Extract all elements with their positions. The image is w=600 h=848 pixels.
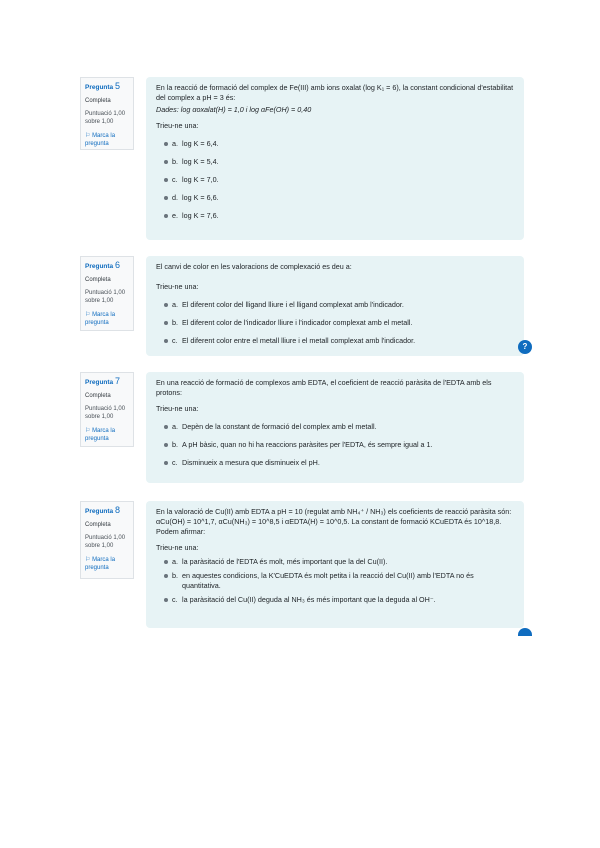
question-text: En una reacció de formació de complexos amb EDTA, el coeficient de reacció paràsita de l'EDTA amb els protons: bbox=[156, 378, 492, 397]
question-grade: Puntuació 1,00 sobre 1,00 bbox=[85, 406, 126, 420]
question-number: Pregunta 6 bbox=[85, 260, 120, 270]
answer-list bbox=[156, 557, 514, 605]
chat-button[interactable] bbox=[518, 628, 532, 636]
answer-option[interactable]: b. El diferent color de l'indicador lliure i l'indicador complexat amb el metall. bbox=[156, 318, 514, 328]
answer-option[interactable]: c. El diferent color entre el metall lliure i el metall complexat amb l'indicador. bbox=[156, 336, 514, 346]
question-content bbox=[146, 77, 524, 240]
question-number: Pregunta 7 bbox=[85, 376, 120, 386]
flag-icon: ⚐ bbox=[85, 428, 91, 434]
question-grade: Puntuació 1,00 sobre 1,00 bbox=[85, 111, 126, 125]
flag-question-link[interactable]: ⚐ Marca la pregunta bbox=[85, 557, 116, 571]
question-state: Completa bbox=[85, 277, 111, 283]
question-state: Completa bbox=[85, 98, 111, 104]
question-text: En la reacció de formació del complex de Fe(III) amb ions oxalat (log K₁ = 6), la constant condicional d'estabilitat del complex a pH = 3 és: bbox=[156, 83, 514, 102]
answer-option[interactable]: a. la paràsitació de l'EDTA és molt, més important que la del Cu(II). bbox=[156, 557, 514, 567]
answer-prompt: Trieu-ne una: bbox=[156, 404, 199, 413]
question-grade: Puntuació 1,00 sobre 1,00 bbox=[85, 290, 126, 304]
answer-option[interactable]: e. log K = 7,6. bbox=[156, 211, 514, 221]
question-info bbox=[80, 501, 134, 579]
radio-dot[interactable] bbox=[164, 560, 168, 564]
flag-question-link[interactable]: ⚐ Marca la pregunta bbox=[85, 312, 116, 326]
question-text: En la valoració de Cu(II) amb EDTA a pH = 10 (regulat amb NH₄⁺ / NH₃) els coeficients de reacció paràsita són: αCu(OH) = 10^1,7, αCu(NH₃) = 10^8,5 i αEDTA(H) = 10^0,5. La constant de formació KCuEDTA és 10^18,8. Podem afirmar: bbox=[156, 507, 512, 536]
radio-dot[interactable] bbox=[164, 598, 168, 602]
answer-option[interactable]: c. Disminueix a mesura que disminueix el pH. bbox=[156, 458, 514, 468]
question-content bbox=[146, 256, 524, 356]
answer-option[interactable]: d. log K = 6,6. bbox=[156, 193, 514, 203]
question-grade: Puntuació 1,00 sobre 1,00 bbox=[85, 535, 126, 549]
question-mark-icon: ? bbox=[522, 342, 528, 351]
radio-dot[interactable] bbox=[164, 303, 168, 307]
question-state: Completa bbox=[85, 393, 111, 399]
answer-option[interactable]: b. log K = 5,4. bbox=[156, 157, 514, 167]
help-button[interactable] bbox=[518, 340, 532, 354]
question-number: Pregunta 5 bbox=[85, 81, 120, 91]
question-content bbox=[146, 372, 524, 483]
flag-icon: ⚐ bbox=[85, 557, 91, 563]
answer-list bbox=[156, 139, 514, 221]
flag-question-link[interactable]: ⚐ Marca la pregunta bbox=[85, 428, 116, 442]
radio-dot[interactable] bbox=[164, 214, 168, 218]
question-data: Dades: log αoxalat(H) = 1,0 i log αFe(OH) = 0,40 bbox=[156, 105, 312, 114]
flag-icon: ⚐ bbox=[85, 312, 91, 318]
radio-dot[interactable] bbox=[164, 443, 168, 447]
answer-list bbox=[156, 422, 514, 468]
question-info bbox=[80, 256, 134, 331]
answer-option[interactable]: a. El diferent color del lligand lliure i el lligand complexat amb l'indicador. bbox=[156, 300, 514, 310]
question-number: Pregunta 8 bbox=[85, 505, 120, 515]
radio-dot[interactable] bbox=[164, 321, 168, 325]
answer-option[interactable]: b. en aquestes condicions, la K'CuEDTA és molt petita i la reacció del Cu(II) amb l'EDTA no és quantitativa. bbox=[156, 571, 514, 591]
answer-option[interactable]: a. Depèn de la constant de formació del complex amb el metall. bbox=[156, 422, 514, 432]
question-info bbox=[80, 77, 134, 150]
answer-option[interactable]: a. log K = 6,4. bbox=[156, 139, 514, 149]
radio-dot[interactable] bbox=[164, 142, 168, 146]
radio-dot[interactable] bbox=[164, 461, 168, 465]
answer-prompt: Trieu-ne una: bbox=[156, 121, 199, 130]
radio-dot[interactable] bbox=[164, 574, 168, 578]
radio-dot[interactable] bbox=[164, 160, 168, 164]
question-content bbox=[146, 501, 524, 628]
question-info bbox=[80, 372, 134, 447]
flag-question-link[interactable]: ⚐ Marca la pregunta bbox=[85, 133, 116, 147]
radio-dot[interactable] bbox=[164, 339, 168, 343]
radio-dot[interactable] bbox=[164, 196, 168, 200]
answer-option[interactable]: c. la paràsitació del Cu(II) deguda al NH₃ és més important que la deguda al OH⁻. bbox=[156, 595, 514, 605]
answer-option[interactable]: b. A pH bàsic, quan no hi ha reaccions paràsites per l'EDTA, és sempre igual a 1. bbox=[156, 440, 514, 450]
question-text: El canvi de color en les valoracions de complexació es deu a: bbox=[156, 262, 352, 271]
radio-dot[interactable] bbox=[164, 425, 168, 429]
answer-list bbox=[156, 300, 514, 346]
question-state: Completa bbox=[85, 522, 111, 528]
answer-option[interactable]: c. log K = 7,0. bbox=[156, 175, 514, 185]
radio-dot[interactable] bbox=[164, 178, 168, 182]
flag-icon: ⚐ bbox=[85, 133, 91, 139]
answer-prompt: Trieu-ne una: bbox=[156, 282, 199, 291]
answer-prompt: Trieu-ne una: bbox=[156, 543, 199, 552]
